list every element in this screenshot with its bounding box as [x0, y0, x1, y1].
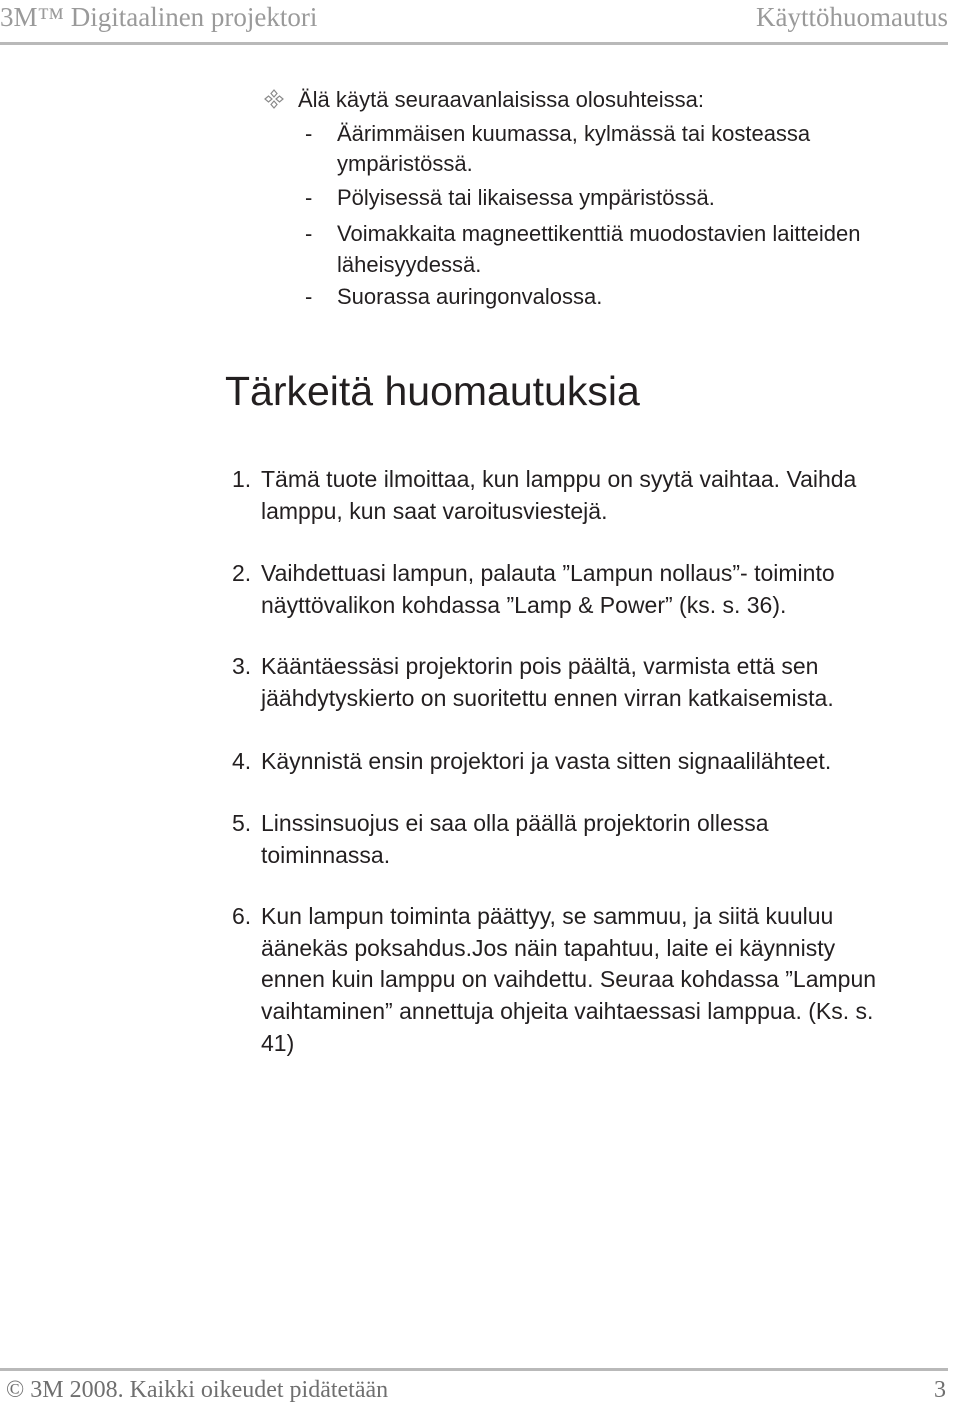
note-line: Tämä tuote ilmoittaa, kun lamppu on syytä vaihtaa. Vaihda — [261, 466, 857, 492]
note-line: äänekäs poksahdus.Jos näin tapahtuu, laite ei käynnisty — [261, 935, 836, 961]
note-line: Kun lampun toiminta päättyy, se sammuu, ja siitä kuuluu — [261, 903, 834, 929]
page-footer — [0, 1368, 948, 1407]
warning-line: Pölyisessä tai likaisessa ympäristössä. — [337, 185, 715, 210]
note-number: 6. — [232, 903, 252, 929]
warning-line: Äärimmäisen kuumassa, kylmässä tai kosteassa — [337, 121, 811, 146]
warning-line: Voimakkaita magneettikenttiä muodostavien laitteiden — [337, 221, 861, 246]
note-line: Kääntäessäsi projektorin pois päältä, varmista että sen — [261, 653, 819, 679]
note-number: 1. — [232, 466, 252, 492]
warning-heading-text: Älä käytä seuraavanlaisissa olosuhteissa: — [298, 87, 705, 112]
note-line: jäähdytyskierto on suoritettu ennen virran katkaisemista. — [261, 685, 834, 711]
note-number: 4. — [232, 748, 252, 774]
warning-dash: - — [305, 185, 313, 210]
warning-line: ympäristössä. — [337, 151, 473, 176]
note-line: ennen kuin lamppu on vaihdettu. Seuraa kohdassa ”Lampun — [261, 966, 877, 992]
note-line: 41) — [261, 1030, 295, 1056]
warning-dash: - — [305, 121, 313, 146]
four-diamond-bullet-icon — [264, 89, 284, 109]
footer-copyright: © 3M 2008. Kaikki oikeudet pidätetään — [6, 1377, 389, 1403]
note-line: Linssinsuojus ei saa olla päällä projektorin ollessa — [261, 810, 769, 836]
warning-line: Suorassa auringonvalossa. — [337, 284, 603, 309]
warning-dash: - — [305, 284, 313, 309]
header-section-title: Käyttöhuomautus — [756, 2, 948, 32]
page-number: 3 — [934, 1377, 946, 1403]
note-number: 2. — [232, 560, 252, 586]
warning-line: läheisyydessä. — [337, 252, 482, 277]
warning-dash: - — [305, 221, 313, 246]
note-number: 5. — [232, 810, 252, 836]
note-number: 3. — [232, 653, 252, 679]
header-product-title: 3M™ Digitaalinen projektori — [0, 2, 318, 32]
page-header — [0, 0, 948, 45]
note-line: näyttövalikon kohdassa ”Lamp & Power” (ks. s. 36). — [261, 592, 787, 618]
note-line: Käynnistä ensin projektori ja vasta sitten signaalilähteet. — [261, 748, 832, 774]
note-line: toiminnassa. — [261, 842, 391, 868]
note-line: lamppu, kun saat varoitusviestejä. — [261, 498, 608, 524]
section-title: Tärkeitä huomautuksia — [225, 368, 640, 414]
note-line: vaihtaminen” annettuja ohjeita vaihtaessasi lamppua. (Ks. s. — [261, 998, 874, 1024]
note-line: Vaihdettuasi lampun, palauta ”Lampun nollaus”- toiminto — [261, 560, 835, 586]
